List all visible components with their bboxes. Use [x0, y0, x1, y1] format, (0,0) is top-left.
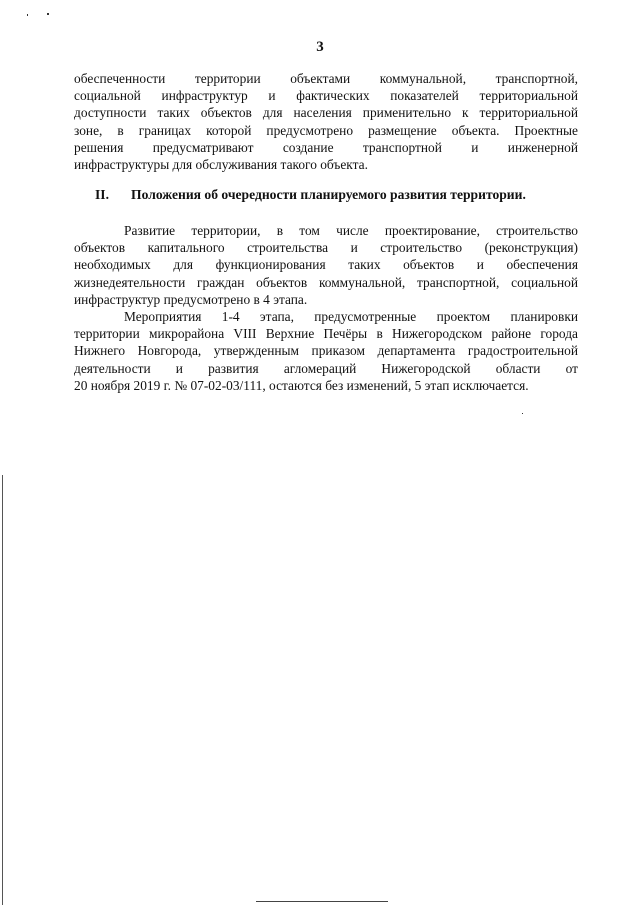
- paragraph-1: [74, 70, 578, 173]
- footer-rule: [256, 901, 388, 902]
- paragraph-2: [74, 222, 578, 308]
- scan-speck: [47, 13, 49, 15]
- paragraph-line: Мероприятия 1-4 этапа, предусмотренные проектом планировки: [124, 309, 578, 324]
- section-heading: [95, 186, 526, 204]
- page-number: 3: [316, 39, 324, 55]
- paragraph-line: объектов капитального строительства и строительство (реконструкция): [74, 240, 578, 256]
- paragraph-line: решения предусматривают создание транспортной и инженерной: [74, 139, 578, 155]
- paragraph-line: инфраструктуры для обслуживания такого объекта.: [74, 156, 368, 172]
- paragraph-line: территории микрорайона VIII Верхние Печёры в Нижегородском районе города: [74, 326, 578, 342]
- section-number: II.: [95, 187, 109, 202]
- paragraph-3: [74, 308, 578, 394]
- paragraph-line: социальной инфраструктур и фактических показателей территориальной: [74, 88, 578, 104]
- scan-edge-line: [2, 475, 3, 905]
- scan-speck: [522, 413, 523, 414]
- paragraph-line: деятельности и развития агломераций Нижегородской области от: [74, 360, 578, 376]
- section-title: Положения об очередности планируемого развития территории.: [131, 187, 526, 202]
- scan-speck: [27, 14, 28, 16]
- paragraph-line: инфраструктур предусмотрено в 4 этапа.: [74, 291, 308, 307]
- paragraph-line: необходимых для функционирования таких объектов и обеспечения: [74, 257, 578, 273]
- paragraph-line: зоне, в границах которой предусмотрено размещение объекта. Проектные: [74, 122, 578, 138]
- paragraph-line: жизнедеятельности граждан объектов коммунальной, транспортной, социальной: [74, 274, 578, 290]
- paragraph-line: Развитие территории, в том числе проектирование, строительство: [124, 223, 578, 238]
- paragraph-line: 20 ноября 2019 г. № 07-02-03/111, остаются без изменений, 5 этап исключается.: [74, 377, 529, 393]
- paragraph-line: доступности таких объектов для населения применительно к территориальной: [74, 105, 578, 121]
- paragraph-line: обеспеченности территории объектами коммунальной, транспортной,: [74, 71, 578, 86]
- paragraph-line: Нижнего Новгорода, утвержденным приказом департамента градостроительной: [74, 343, 578, 359]
